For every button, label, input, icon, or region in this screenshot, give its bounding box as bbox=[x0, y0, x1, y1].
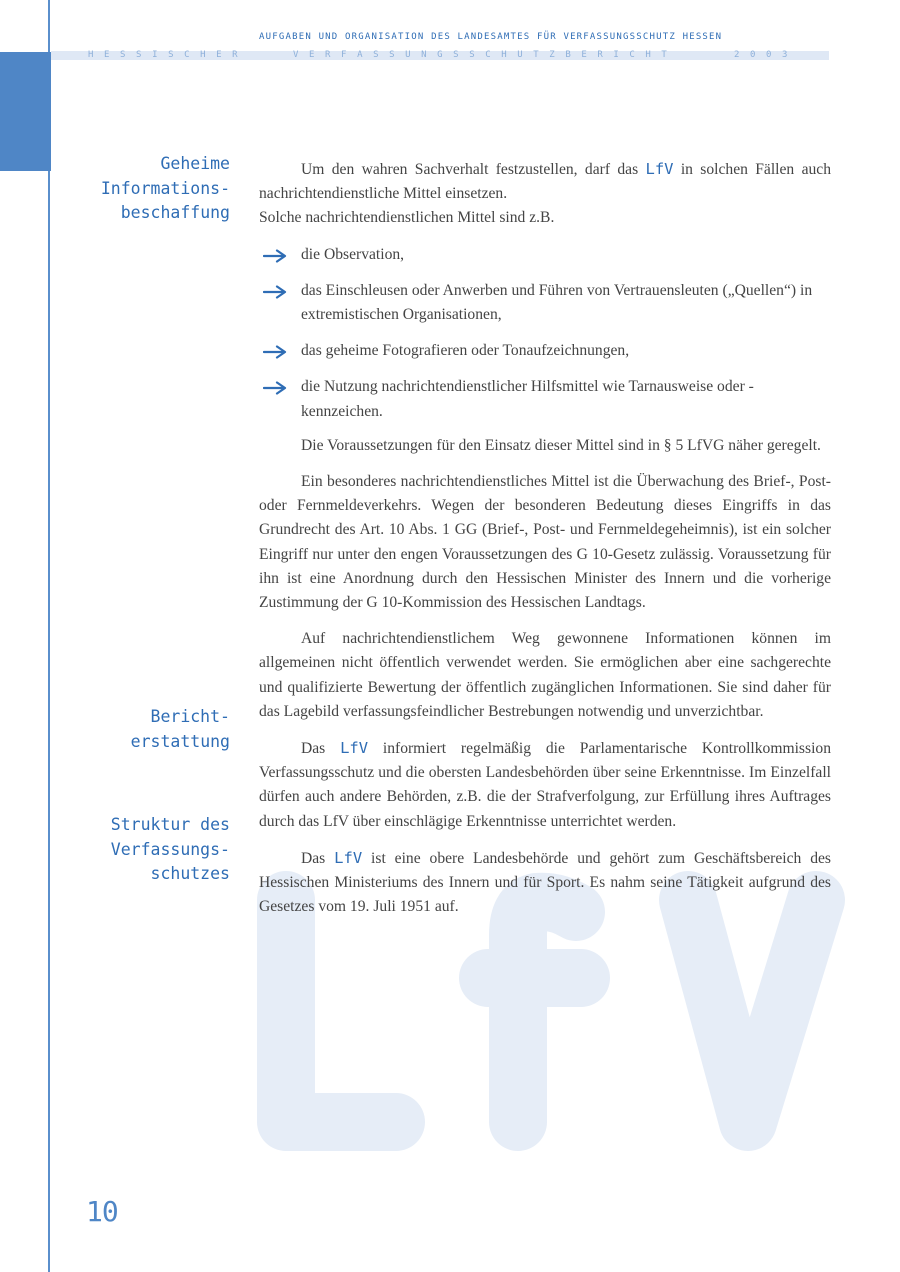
text-span: in solchen Fällen auch nachrichtendienstliche Mittel einsetzen. bbox=[259, 161, 831, 203]
running-header-sub-2: VERFASSUNGSSCHUTZBERICHT bbox=[293, 50, 678, 60]
side-label-text: Geheime Informations- beschaffung bbox=[100, 154, 230, 222]
left-margin-rule bbox=[48, 0, 50, 1272]
list-item-text: die Nutzung nachrichtendienstlicher Hilfsmittel wie Tarnausweise oder -kennzeichen. bbox=[301, 378, 754, 420]
paragraph-struktur bbox=[259, 846, 831, 920]
paragraph-ueberwachung: Ein besonderes nachrichtendienstliches Mittel ist die Überwachung des Brief-, Post- oder Fernmeldeverkehrs. Wegen der besonderen Bedeutung dieses Eingriffs in das Grundrecht des Art. 10 Abs. 1 GG (Brief-, Post- und Fernmeldegeheimnis), ist ein solcher Eingriff nur unter den engen Voraussetzungen des G 10-Gesetz zulässig. Voraussetzung für ihn ist eine Anordnung durch den Hessischen Minister des Innern und die vorherige Zustimmung der G 10-Kommission des Hessischen Landtags. bbox=[259, 473, 831, 612]
list-item-text: das Einschleusen oder Anwerben und Führen von Vertrauensleuten („Quellen“) in extremistischen Organisationen, bbox=[301, 281, 813, 324]
arrow-right-icon bbox=[263, 249, 287, 263]
paragraph-intro-list-lead: Solche nachrichtendienstlichen Mittel sind z.B. bbox=[259, 209, 555, 227]
list-item-text: das geheime Fotografieren oder Tonaufzeichnungen, bbox=[301, 342, 630, 360]
text-span: Das bbox=[301, 849, 335, 867]
paragraph-voraussetzungen: Die Voraussetzungen für den Einsatz dieser Mittel sind in § 5 LfVG näher geregelt. bbox=[301, 436, 821, 454]
side-label-text: Bericht- erstattung bbox=[130, 707, 230, 751]
text-span: Um den wahren Sachverhalt festzustellen, darf das bbox=[301, 161, 646, 178]
arrow-right-icon bbox=[263, 381, 287, 395]
list-item bbox=[259, 279, 831, 327]
side-label-informationsbeschaffung bbox=[60, 152, 230, 226]
running-header-sub-3: 2003 bbox=[734, 50, 799, 60]
page-number: 10 bbox=[86, 1195, 118, 1228]
running-header-sub-1: HESSISCHER bbox=[88, 50, 249, 60]
text-span: Das bbox=[301, 740, 341, 758]
text-span: informiert regelmäßig die Parlamentarische Kontrollkommission Verfassungsschutz und die obersten Landesbehörden über seine Erkenntnisse. Im Einzelfall dürfen auch andere Behörden, z.B. die der Strafverfolgung, zur Erfüllung ihres Auftrages durch das LfV über einschlägige Erkenntnisse unterrichtet werden. bbox=[259, 740, 831, 830]
lfv-abbr: LfV bbox=[334, 848, 363, 867]
lfv-abbr: LfV bbox=[340, 739, 369, 758]
list-item bbox=[259, 339, 831, 363]
side-label-berichterstattung bbox=[60, 705, 230, 754]
list-item-text: die Observation, bbox=[301, 245, 405, 263]
means-list bbox=[259, 243, 831, 424]
main-text-column bbox=[259, 157, 831, 919]
paragraph-berichterstattung bbox=[259, 736, 831, 834]
list-item bbox=[259, 243, 831, 267]
corner-color-block bbox=[0, 52, 51, 171]
side-label-struktur bbox=[60, 813, 230, 887]
running-header-title: AUFGABEN UND ORGANISATION DES LANDESAMTES FÜR VERFASSUNGSSCHUTZ HESSEN bbox=[259, 32, 723, 42]
lfv-abbr: LfV bbox=[645, 160, 674, 178]
side-label-text: Struktur des Verfassungs- schutzes bbox=[110, 815, 230, 883]
paragraph-intro bbox=[259, 157, 831, 206]
text-span: ist eine obere Landesbehörde und gehört zum Geschäftsbereich des Hessischen Ministeriums des Innern und für Sport. Es nahm seine Tätigkeit aufgrund des Gesetzes vom 19. Juli 1951 auf. bbox=[259, 849, 832, 916]
arrow-right-icon bbox=[263, 345, 287, 359]
list-item bbox=[259, 375, 831, 423]
paragraph-informationen: Auf nachrichtendienstlichem Weg gewonnene Informationen können im allgemeinen nicht öffentlich verwendet werden. Sie ermöglichen aber eine sachgerechte und qualifizierte Bewertung der öffentlich zugänglichen Informationen. Sie sind daher für das Lagebild verfassungsfeindlicher Bestrebungen notwendig und unverzichtbar. bbox=[259, 630, 831, 720]
arrow-right-icon bbox=[263, 285, 287, 299]
